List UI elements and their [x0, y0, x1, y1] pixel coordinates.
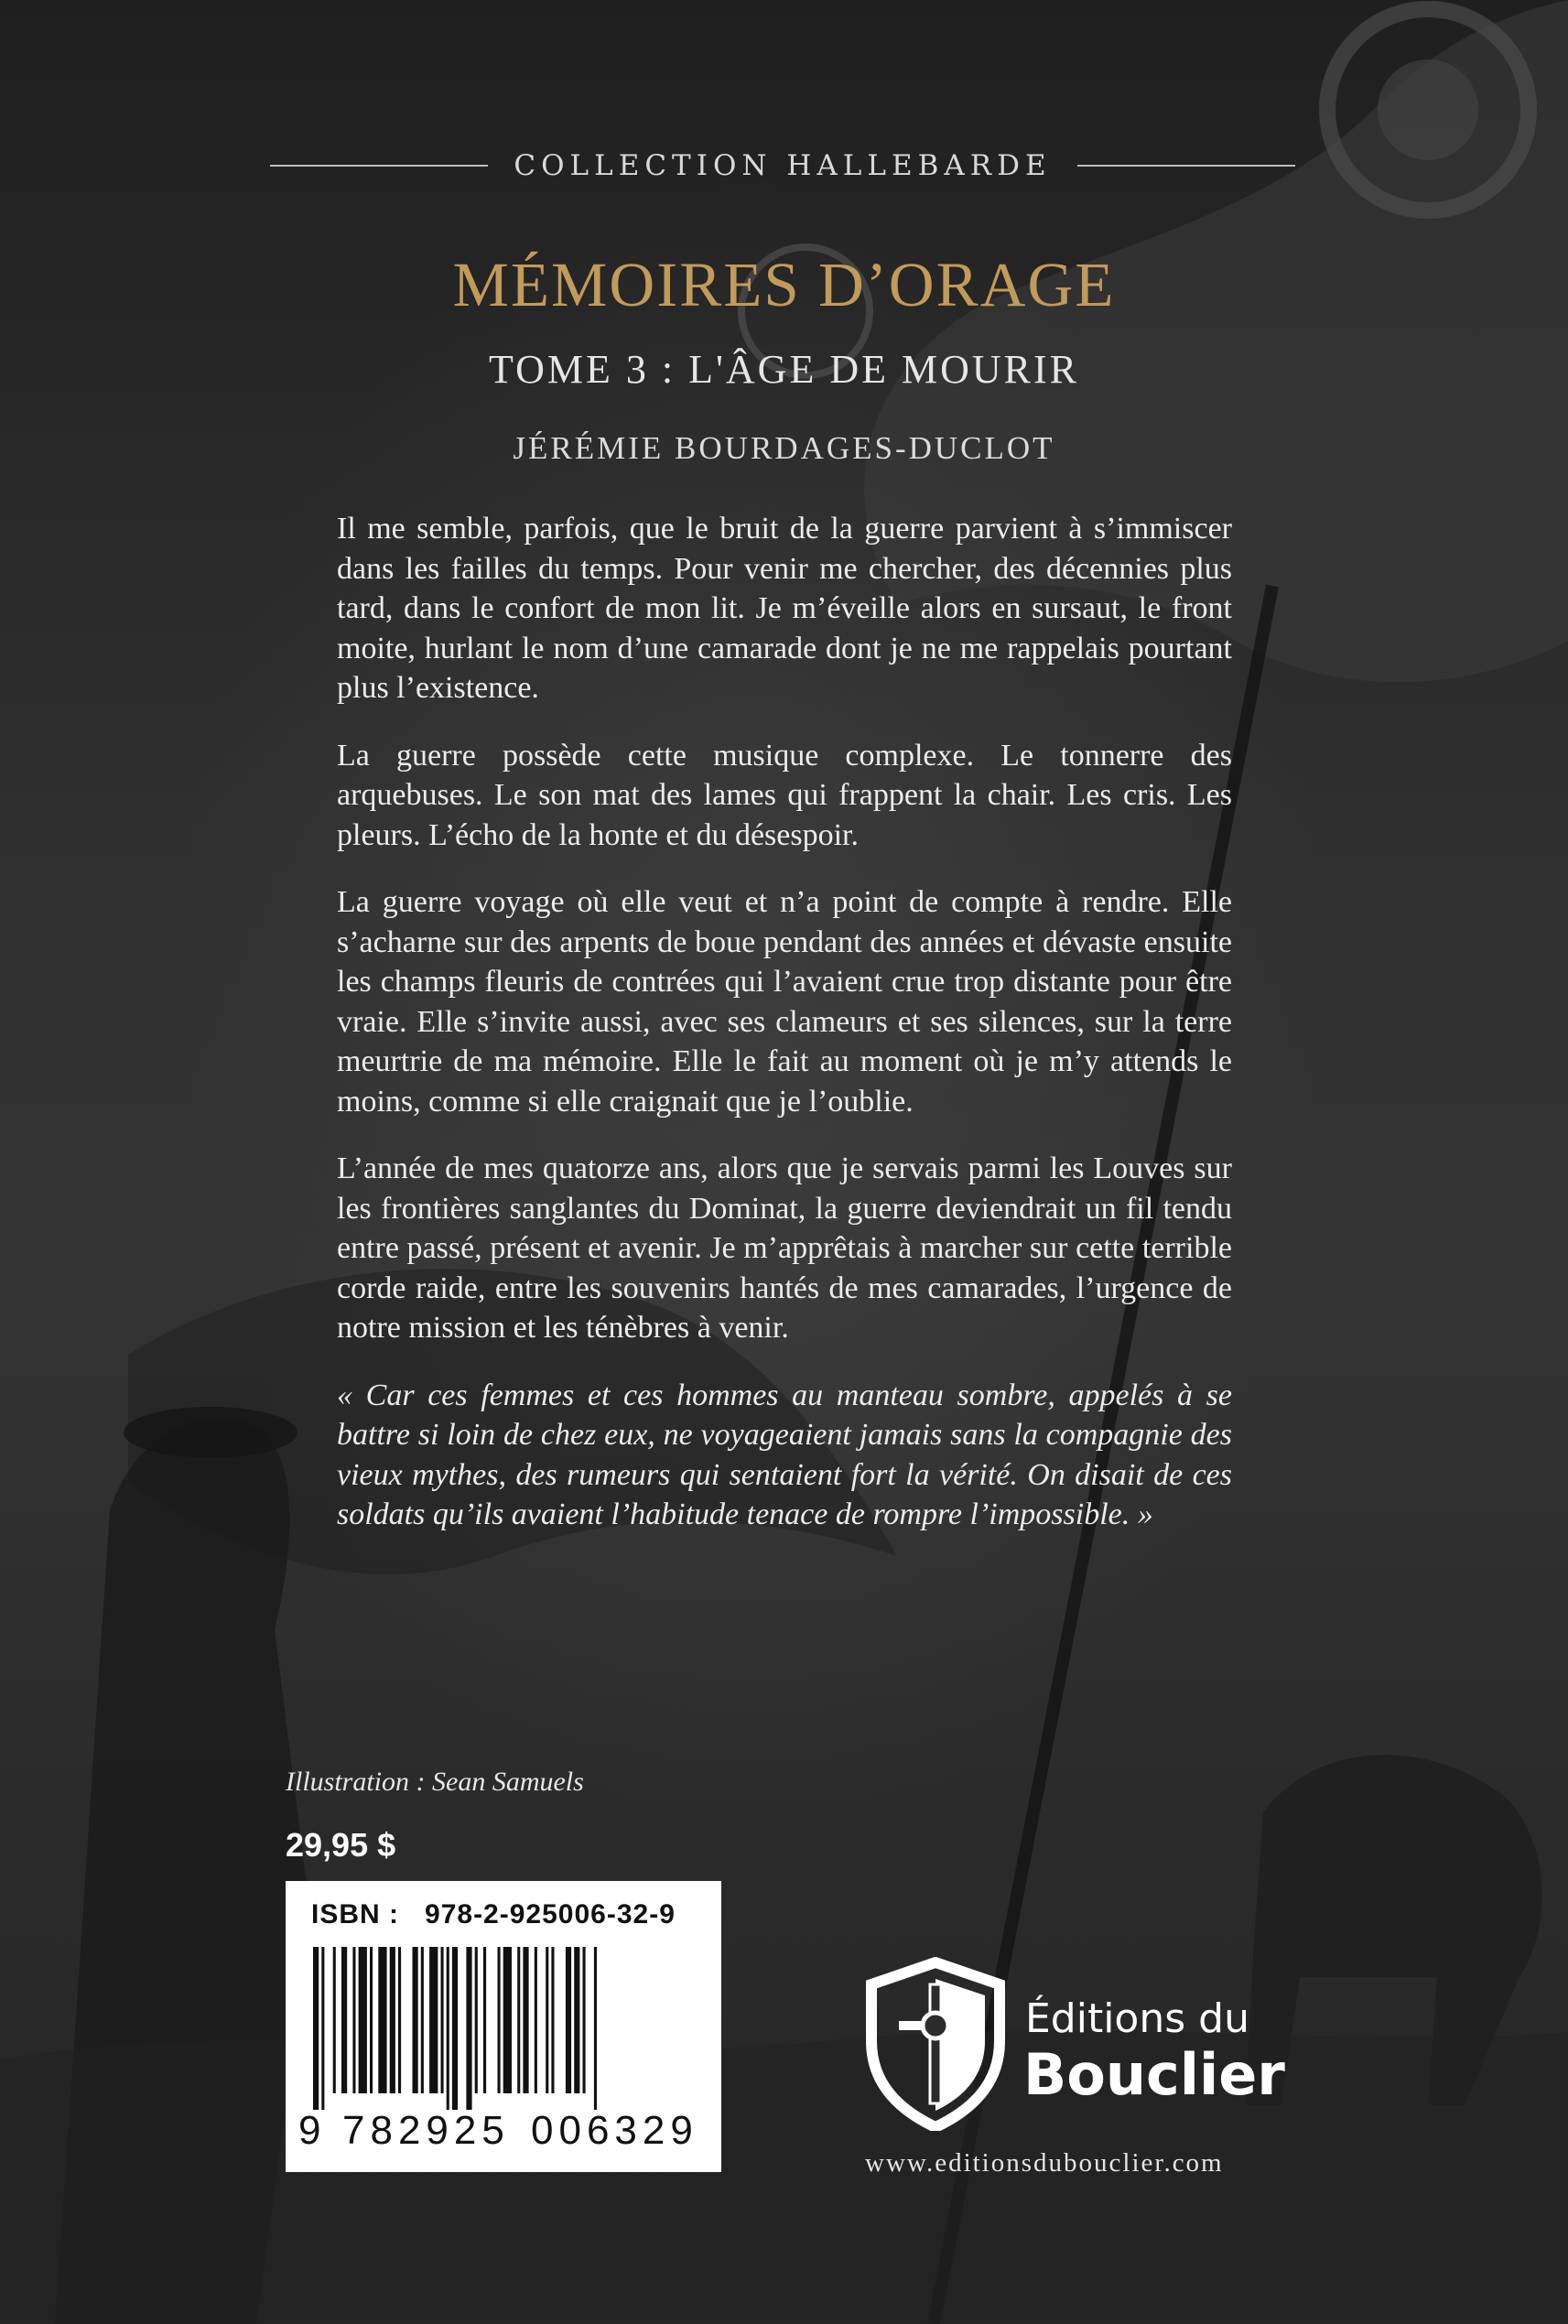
barcode-bar [413, 1947, 418, 2093]
barcode-lead-digit: 9 [298, 2108, 321, 2153]
barcode-bar [546, 1947, 548, 2093]
series-rule-left [270, 165, 488, 167]
barcode-right-digits: 006329 [531, 2108, 698, 2153]
barcode-bar [503, 1947, 512, 2093]
barcode-bar [429, 1947, 438, 2093]
blurb-paragraph: La guerre possède cette musique complexe. Le tonnerre des arquebuses. Le son mat des lames qui frappent la chair. Les cris. Les pleurs. L’écho de la honte et du désespoir. [337, 738, 1232, 852]
barcode-bar [333, 1947, 336, 2093]
barcode-bar [535, 1947, 537, 2093]
barcode-bar [466, 1947, 471, 2110]
blurb-paragraph: Il me semble, parfois, que le bruit de la guerre parvient à s’immiscer dans les failles du temps. Pour venir me chercher, des décennies plus tard, dans le confort de mon lit. Je m’éveille alors en sursaut, le front moite, hurlant le nom d’une camarade dont je ne me rappelais pourtant plus l’existence. [337, 512, 1232, 705]
barcode-bar [551, 1947, 554, 2093]
barcode-bar [483, 1947, 486, 2093]
barcode [300, 1947, 707, 2110]
isbn-line [311, 1899, 676, 1930]
barcode-bar [574, 1947, 579, 2093]
publisher-name-line2: Bouclier [1023, 2041, 1285, 2108]
isbn-label: ISBN : [311, 1899, 399, 1929]
book-subtitle: TOME 3 : L'ÂGE DE MOURIR [489, 347, 1079, 392]
barcode-bar [398, 1947, 401, 2093]
barcode-bar [313, 1947, 319, 2110]
isbn-number: 978-2-925006-32-9 [425, 1899, 676, 1929]
barcode-bar [341, 1947, 347, 2093]
shield-sword-icon [862, 1957, 1009, 2131]
barcode-bar [517, 1947, 520, 2093]
barcode-bar [447, 1947, 449, 2110]
barcode-bar [352, 1947, 355, 2093]
blurb-paragraph: La guerre voyage où elle veut et n’a point de compte à rendre. Elle s’acharne sur des arpents de boue pendant des années et dévaste ensuite les champs fleuris de contrées qui l’avaient crue trop distante pour être vraie. Elle s’invite aussi, avec ses clameurs et ses silences, sur la terre meurtrie de ma mémoire. Elle le fait au moment où je m’y attends le moins, comme si elle craignait que je l’oublie. [337, 885, 1232, 1119]
price: 29,95 $ [286, 1826, 396, 1864]
barcode-left-digits: 782925 [342, 2108, 510, 2153]
barcode-bar [321, 1947, 324, 2110]
barcode-bar [498, 1947, 501, 2093]
barcode-bar [523, 1947, 528, 2093]
barcode-bar [452, 1947, 458, 2110]
book-title: MÉMOIRES D’ORAGE [452, 250, 1116, 319]
blurb-quote: « Car ces femmes et ces hommes au manteau sombre, appelés à se battre si loin de chez eux, ne voyageaient jamais sans la compagnie des vieux mythes, des rumeurs qui sentaient fort la vérité. On disait de ces soldats qu’ils avaient l’habitude tenace de rompre l’impossible. » [337, 1378, 1232, 1531]
publisher-name-line1: Éditions du [1025, 1995, 1249, 2042]
blurb [337, 509, 1232, 1562]
series-header [270, 145, 1295, 187]
book-author: JÉRÉMIE BOURDAGES-DUCLOT [513, 430, 1055, 466]
series-rule-right [1077, 165, 1295, 167]
blurb-paragraph: L’année de mes quatorze ans, alors que je servais parmi les Louves sur les frontières sanglantes du Dominat, la guerre deviendrait un fil tendu entre passé, présent et avenir. Je m’apprêtais à marcher sur cette terrible corde raide, entre les souvenirs hantés de mes camarades, l’urgence de notre mission et les ténèbres à venir. [337, 1151, 1232, 1345]
series-label: COLLECTION HALLEBARDE [514, 149, 1052, 182]
barcode-bar [583, 1947, 586, 2093]
illustration-credit: Illustration : Sean Samuels [286, 1767, 584, 1797]
barcode-bar [390, 1947, 395, 2093]
barcode-bar [475, 1947, 478, 2093]
barcode-bar [359, 1947, 367, 2093]
barcode-bar [370, 1947, 373, 2093]
barcode-bar [594, 1947, 597, 2110]
barcode-bar [378, 1947, 386, 2093]
barcode-bar [421, 1947, 424, 2093]
publisher-url: www.editionsdubouclier.com [865, 2148, 1224, 2178]
isbn-barcode-box [286, 1881, 721, 2172]
barcode-bar [441, 1947, 444, 2093]
barcode-bar [566, 1947, 571, 2093]
